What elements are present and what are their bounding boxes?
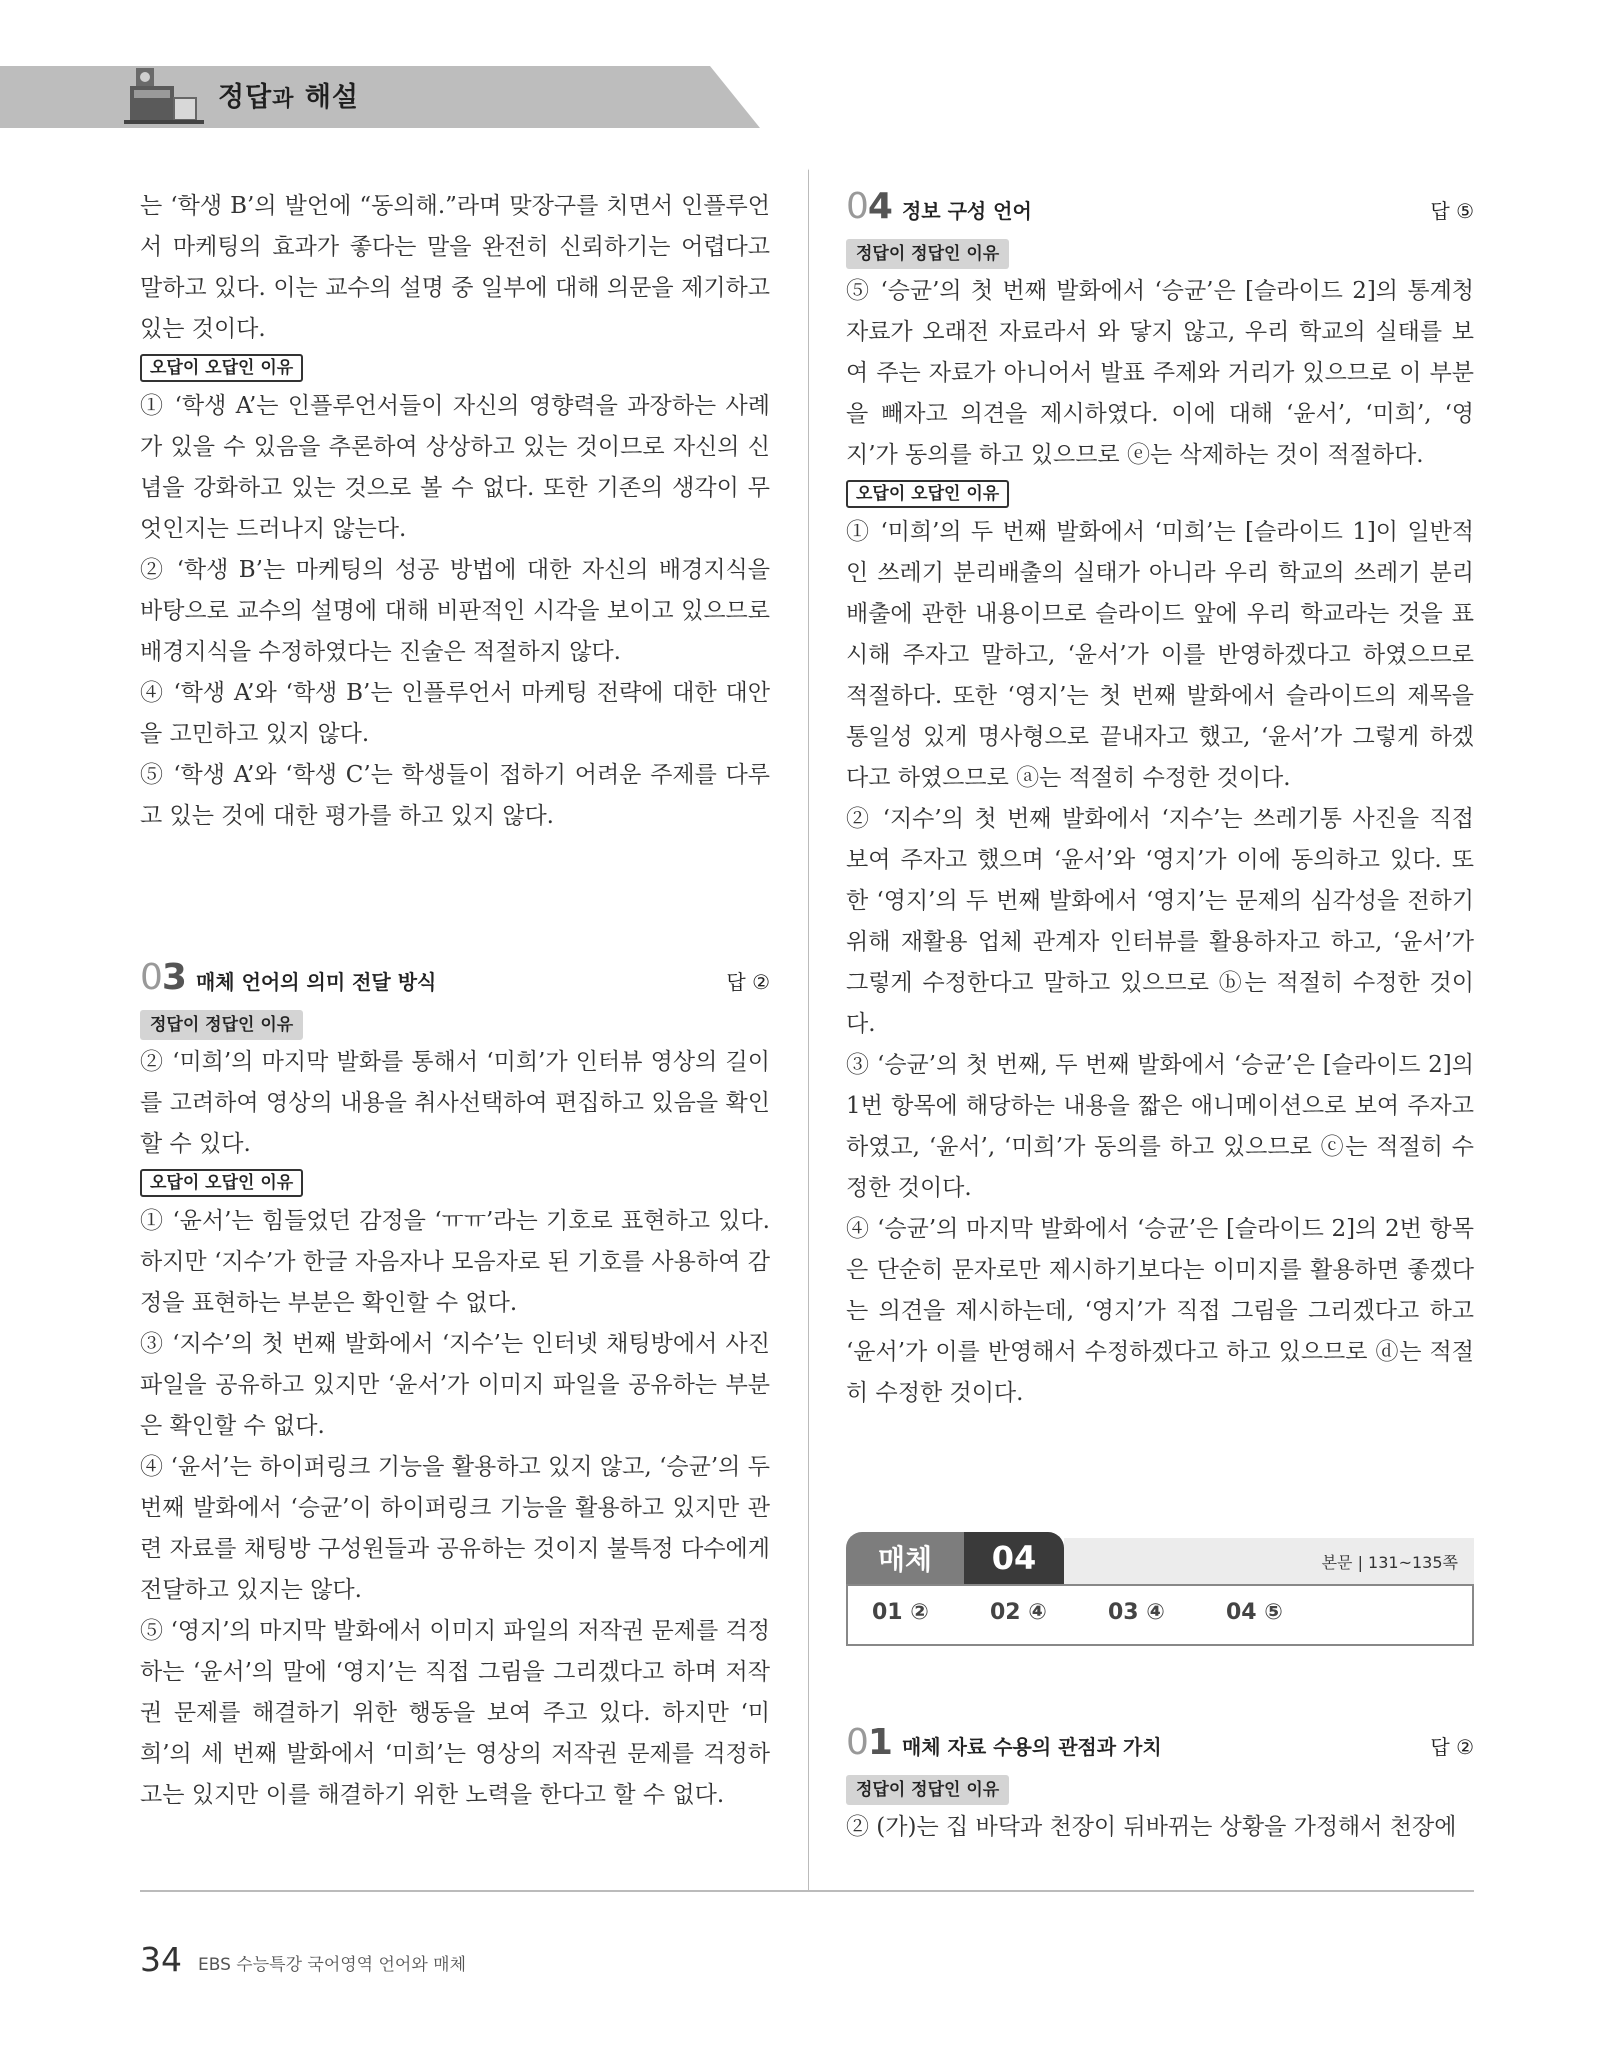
wrong-paragraph: ① ‘학생 A’는 인플루언서들이 자신의 영향력을 과장하는 사례가 있을 수 있음을 추론하여 상상하고 있는 것이므로 자신의 신념을 강화하고 있는 것으로 볼 수 없다. 또한 기존의 생각이 무엇인지는 드러나지 않는다. xyxy=(140,393,770,542)
wrong-paragraph: ① ‘미희’의 두 번째 발화에서 ‘미희’는 [슬라이드 1]이 일반적인 쓰레기 분리배출의 실태가 아니라 우리 학교의 쓰레기 분리배출에 관한 내용이므로 슬라이드 앞에 우리 학교라는 것을 표시해 주자고 말하고, ‘윤서’가 이를 반영하겠다고 하였으므로 적절하다. 또한 ‘영지’는 첫 번째 발화에서 슬라이드의 제목을 통일성 있게 명사형으로 끝내자고 했고, ‘윤서’가 그렇게 하겠다고 하였으므로 ⓐ는 적절히 수정한 것이다. xyxy=(846,519,1474,791)
answer-summary-box xyxy=(846,1532,1474,1646)
question-4-header xyxy=(846,186,1474,227)
wrong-paragraph: ② ‘지수’의 첫 번째 발화에서 ‘지수’는 쓰레기통 사진을 직접 보여 주자고 했으며 ‘윤서’와 ‘영지’가 이에 동의하고 있다. 또한 ‘영지’의 두 번째 발화에서 ‘영지’는 문제의 심각성을 전하기 위해 재활용 업체 관계자 인터뷰를 활용하자고 하고, ‘윤서’가 그렇게 수정한다고 말하고 있으므로 ⓑ는 적절히 수정한 것이다. xyxy=(846,806,1474,1037)
wrong-answer-label: 오답이 오답인 이유 xyxy=(846,480,1009,508)
answer-item: 02 ④ xyxy=(990,1600,1047,1625)
question-answer: 답 ⑤ xyxy=(1430,199,1474,223)
question-answer: 답 ② xyxy=(1430,1735,1474,1759)
answer-item: 04 ⑤ xyxy=(1226,1600,1283,1625)
question-number: 01 xyxy=(846,1722,892,1763)
page-header-title: 정답과 해설 xyxy=(218,82,360,113)
right-answer-label: 정답이 정답인 이유 xyxy=(140,1010,303,1040)
wrong-answer-label: 오답이 오답인 이유 xyxy=(140,354,303,382)
column-divider xyxy=(808,160,820,1894)
question-title: 매체 자료 수용의 관점과 가치 xyxy=(901,1735,1162,1759)
intro-paragraph: 는 ‘학생 B’의 발언에 “동의해.”라며 맞장구를 치면서 인플루언서 마케팅의 효과가 좋다는 말을 완전히 신뢰하기는 어렵다고 말하고 있다. 이는 교수의 설명 중 일부에 대해 의문을 제기하고 있는 것이다. xyxy=(140,193,770,342)
right-answer-label: 정답이 정답인 이유 xyxy=(846,1775,1009,1805)
right-paragraph: ② (가)는 집 바닥과 천장이 뒤바뀌는 상황을 가정해서 천장에 xyxy=(846,1814,1457,1840)
wrong-answer-label: 오답이 오답인 이유 xyxy=(140,1169,303,1197)
copier-machine-icon xyxy=(124,64,204,132)
answer-box-page-ref: 본문 | 131~135쪽 xyxy=(1321,1553,1458,1572)
wrong-paragraph: ④ ‘학생 A’와 ‘학생 B’는 인플루언서 마케팅 전략에 대한 대안을 고민하고 있지 않다. xyxy=(140,680,770,747)
question-answer: 답 ② xyxy=(726,970,770,994)
answer-box-tab-number: 04 xyxy=(964,1532,1064,1584)
wrong-paragraph: ④ ‘승균’의 마지막 발화에서 ‘승균’은 [슬라이드 2]의 2번 항목은 단순히 문자로만 제시하기보다는 이미지를 활용하면 좋겠다는 의견을 제시하는데, ‘영지’가 직접 그림을 그리겠다고 하고 ‘윤서’가 이를 반영해서 수정하겠다고 하고 있으므로 ⓓ는 적절히 수정한 것이다. xyxy=(846,1216,1474,1406)
answer-item: 01 ② xyxy=(872,1600,929,1625)
wrong-paragraph: ② ‘학생 B’는 마케팅의 성공 방법에 대한 자신의 배경지식을 바탕으로 교수의 설명에 대해 비판적인 시각을 보이고 있으므로 배경지식을 수정하였다는 진술은 적절하지 않다. xyxy=(140,557,770,665)
question-title: 정보 구성 언어 xyxy=(901,199,1032,223)
header-band xyxy=(0,66,760,128)
wrong-paragraph: ④ ‘윤서’는 하이퍼링크 기능을 활용하고 있지 않고, ‘승균’의 두 번째 발화에서 ‘승균’이 하이퍼링크 기능을 활용하고 있지만 관련 자료를 채팅방 구성원들과 공유하는 것이지 불특정 다수에게 전달하고 있지는 않다. xyxy=(140,1454,770,1603)
question-3-header xyxy=(140,957,770,998)
wrong-paragraph: ⑤ ‘영지’의 마지막 발화에서 이미지 파일의 저작권 문제를 걱정하는 ‘윤서’의 말에 ‘영지’는 직접 그림을 그리겠다고 하며 저작권 문제를 해결하기 위한 행동을 보여 주고 있다. 하지만 ‘미희’의 세 번째 발화에서 ‘미희’는 영상의 저작권 문제를 걱정하고는 있지만 이를 해결하기 위한 노력을 한다고 할 수 없다. xyxy=(140,1618,770,1808)
book-title: EBS 수능특강 국어영역 언어와 매체 xyxy=(198,1955,466,1975)
wrong-paragraph: ⑤ ‘학생 A’와 ‘학생 C’는 학생들이 접하기 어려운 주제를 다루고 있는 것에 대한 평가를 하고 있지 않다. xyxy=(140,762,770,829)
question-1-block xyxy=(846,1722,1474,1848)
question-title: 매체 언어의 의미 전달 방식 xyxy=(195,970,437,994)
footer-rule xyxy=(140,1890,1474,1892)
page-number: 34 xyxy=(140,1940,182,1979)
left-column xyxy=(140,186,770,1816)
right-answer-label: 정답이 정답인 이유 xyxy=(846,239,1009,269)
wrong-paragraph: ③ ‘승균’의 첫 번째, 두 번째 발화에서 ‘승균’은 [슬라이드 2]의 1번 항목에 해당하는 내용을 짧은 애니메이션으로 보여 주자고 하였고, ‘윤서’, ‘미희’가 동의를 하고 있으므로 ⓒ는 적절히 수정한 것이다. xyxy=(846,1052,1474,1201)
answer-item: 03 ④ xyxy=(1108,1600,1165,1625)
question-number: 03 xyxy=(140,957,186,998)
wrong-paragraph: ③ ‘지수’의 첫 번째 발화에서 ‘지수’는 인터넷 채팅방에서 사진 파일을 공유하고 있지만 ‘윤서’가 이미지 파일을 공유하는 부분은 확인할 수 없다. xyxy=(140,1331,770,1439)
answer-box-body xyxy=(846,1584,1474,1646)
answer-box-tab-label: 매체 xyxy=(846,1532,964,1584)
question-number: 04 xyxy=(846,186,892,227)
right-paragraph: ⑤ ‘승균’의 첫 번째 발화에서 ‘승균’은 [슬라이드 2]의 통계청 자료가 오래전 자료라서 와 닿지 않고, 우리 학교의 실태를 보여 주는 자료가 아니어서 발표 주제와 거리가 있으므로 이 부분을 빼자고 의견을 제시하였다. 이에 대해 ‘윤서’, ‘미희’, ‘영지’가 동의를 하고 있으므로 ⓔ는 삭제하는 것이 적절하다. xyxy=(846,278,1474,468)
right-column xyxy=(846,186,1474,1414)
question-1-header xyxy=(846,1722,1474,1763)
wrong-paragraph: ① ‘윤서’는 힘들었던 감정을 ‘ㅠㅠ’라는 기호로 표현하고 있다. 하지만 ‘지수’가 한글 자음자나 모음자로 된 기호를 사용하여 감정을 표현하는 부분은 확인할 수 없다. xyxy=(140,1208,770,1316)
right-paragraph: ② ‘미희’의 마지막 발화를 통해서 ‘미희’가 인터뷰 영상의 길이를 고려하여 영상의 내용을 취사선택하여 편집하고 있음을 확인할 수 있다. xyxy=(140,1049,770,1157)
